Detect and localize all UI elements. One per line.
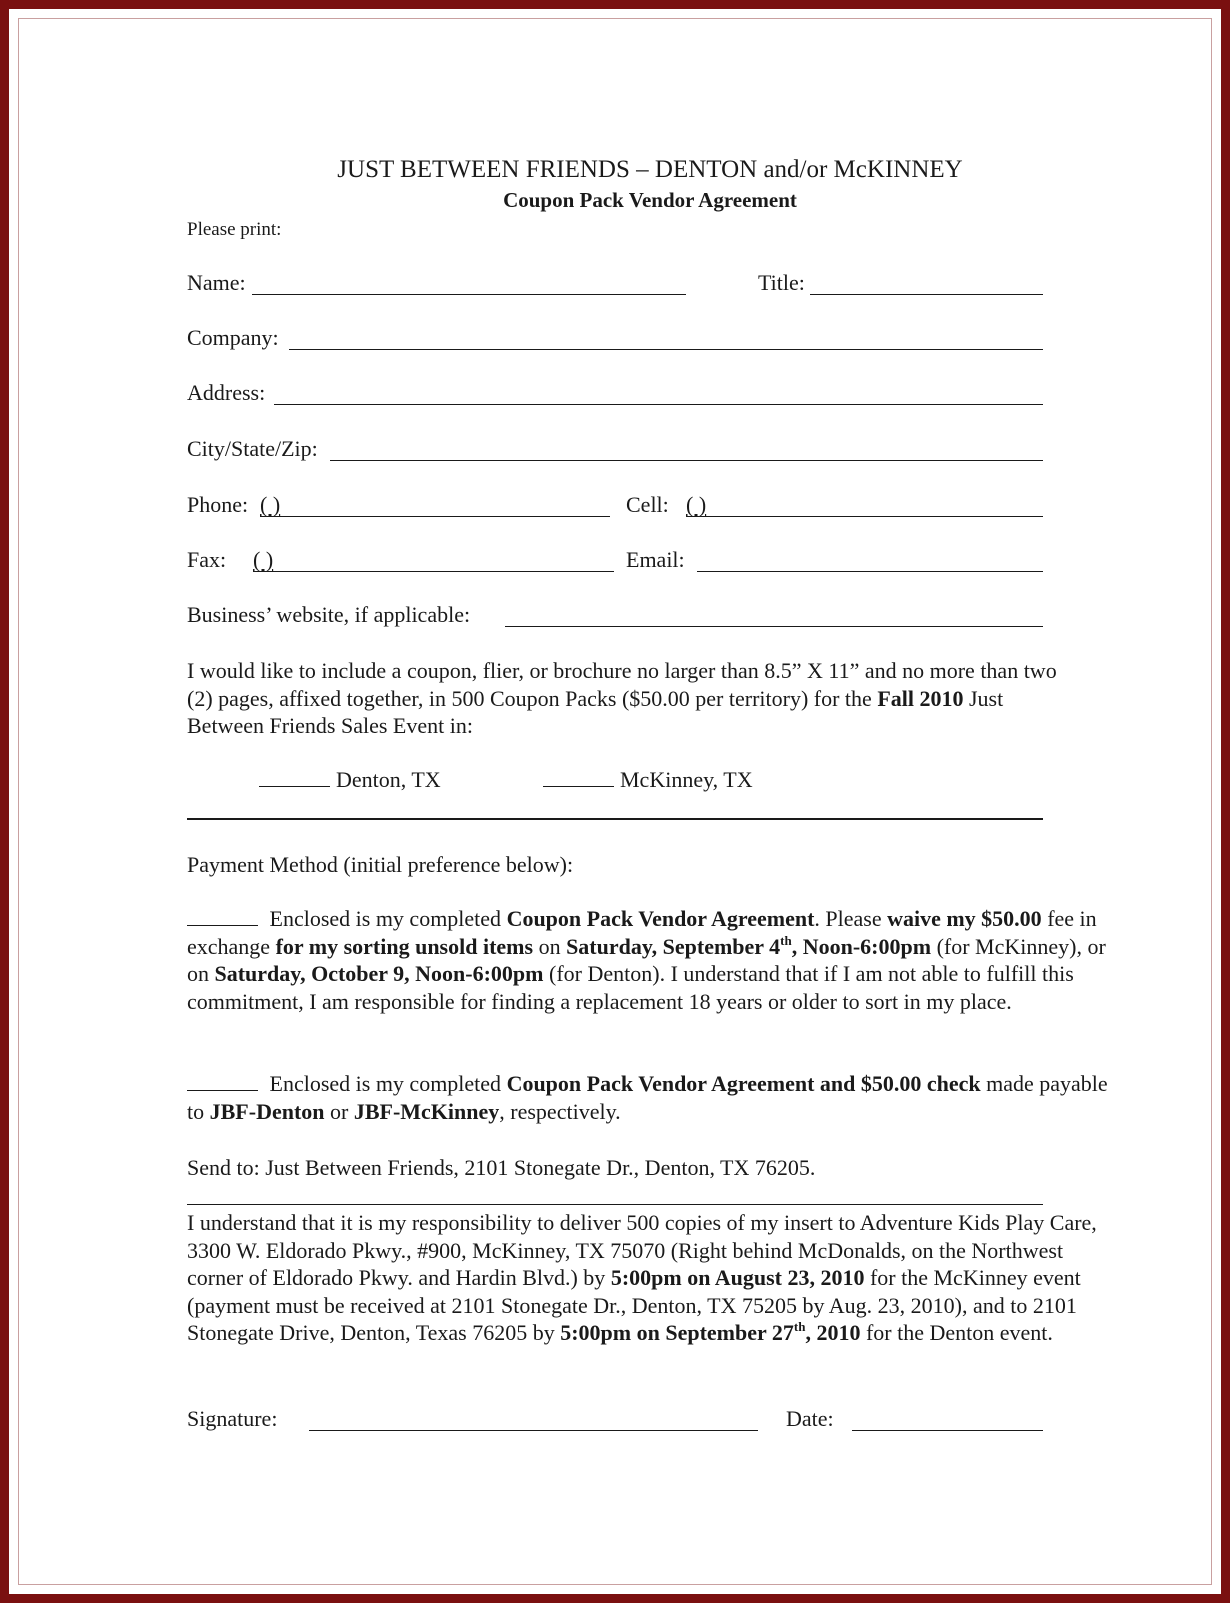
location-mckinney[interactable] [543,767,753,793]
opt1-text-3: fee in exchange [187,906,1097,959]
intro-paragraph [187,657,1082,740]
opt2-text-2: made payable to [187,1071,1108,1124]
opt2-bold-3: JBF-McKinney [353,1098,500,1124]
responsibility-paragraph [187,1209,1097,1347]
denton-initial-blank[interactable] [259,768,330,787]
signature-label: Signature: [187,1406,278,1431]
opt1-bold-3: for my sorting unsold items [275,933,534,959]
mckinney-initial-blank[interactable] [543,768,614,787]
resp-deadline-2-text: 5:00pm on September 27 [560,1320,794,1345]
opt1-bold-2: waive my $50.00 [887,906,1042,931]
opt1-text-5: (for McKinney), or on [187,933,1106,986]
fax-field[interactable] [253,571,614,572]
company-field[interactable] [289,349,1043,350]
resp-deadline-2 [560,1320,860,1345]
signature-field[interactable] [309,1430,758,1431]
document-title: JUST BETWEEN FRIENDS – DENTON and/or McKINNEY [337,156,963,183]
opt2-text-1: Enclosed is my completed [264,1071,507,1096]
name-field[interactable] [252,294,686,295]
opt2-text-3: or [324,1098,354,1124]
opt1-text-6: (for Denton). I understand that if I am not able to fulfill this commitment, I am responsible for finding a replacement 18 years or older to sort in my place. [187,961,1074,1014]
title-label: Title: [758,270,805,295]
fax-area-code: ( ) [253,547,274,572]
phone-label: Phone: [187,492,249,517]
mckinney-label: McKinney, TX [620,767,753,792]
send-to-text: Send to: Just Between Friends, 2101 Stonegate Dr., Denton, TX 76205. [187,1155,816,1180]
address-field[interactable] [274,404,1043,405]
cell-label: Cell: [626,492,669,517]
opt1-date-1-text: Saturday, September 4 [566,933,781,959]
email-label: Email: [626,547,685,572]
city-state-zip-field[interactable] [330,460,1043,461]
resp-text-2: for the McKinney event (payment must be received at 2101 Stonegate Dr., Denton, TX 75205 by Aug. 23, 2010), and to 2101 Stonegate Drive, Denton, Texas 76205 by [187,1265,1081,1345]
resp-text-1: I understand that it is my responsibility to deliver 500 copies of my insert to Adventure Kids Play Care, 3300 W. Eldorado Pkwy., #900, McKinney, TX 75070 (Right behind McDonalds, on the Northwest corner of Eldorado Pkwy. and Hardin Blvd.) by [187,1210,1097,1290]
section-divider [187,818,1043,820]
email-field[interactable] [697,571,1043,572]
opt1-text-2: . Please [814,906,888,931]
opt2-bold-1: Coupon Pack Vendor Agreement and $50.00 check [506,1071,981,1096]
fax-label: Fax: [187,547,227,572]
opt1-bold-1: Coupon Pack Vendor Agreement [506,906,815,931]
cell-area-code: ( ) [686,492,707,517]
phone-field[interactable] [260,516,610,517]
payment-heading: Payment Method (initial preference below): [187,852,574,877]
company-label: Company: [187,325,279,350]
cell-field[interactable] [686,516,1043,517]
resp-deadline-2-year: , 2010 [805,1320,861,1345]
date-field[interactable] [852,1430,1043,1431]
payment-option-1-blank[interactable] [187,907,258,926]
document-subtitle: Coupon Pack Vendor Agreement [503,188,797,212]
location-denton[interactable] [259,767,441,793]
opt1-date-1 [566,934,931,959]
opt2-bold-2: JBF-Denton [209,1098,325,1124]
address-label: Address: [187,380,266,405]
title-field[interactable] [810,294,1043,295]
name-label: Name: [187,270,246,295]
opt1-date-1-time: , Noon-6:00pm [791,933,932,959]
website-label: Business’ website, if applicable: [187,602,471,627]
opt1-date-1-sup: th [780,932,792,948]
phone-area-code: ( ) [260,492,281,517]
intro-season: Fall 2010 [877,685,964,711]
date-label: Date: [786,1406,834,1431]
resp-deadline-2-sup: th [793,1319,806,1334]
opt2-text-4: , respectively. [499,1098,621,1124]
intro-text-1: I would like to include a coupon, flier, or brochure no larger than 8.5” X 11” and no more than two (2) pages, affixed together, in 500 Coupon Packs ($50.00 per territory) for the [187,658,1057,711]
city-state-zip-label: City/State/Zip: [187,436,318,461]
resp-text-3: for the Denton event. [860,1320,1053,1345]
intro-text-2: Just Between Friends Sales Event in: [187,685,1004,738]
website-field[interactable] [505,626,1043,627]
resp-deadline-1: 5:00pm on August 23, 2010 [610,1265,865,1290]
opt1-date-2: Saturday, October 9, Noon-6:00pm [214,961,544,986]
payment-option-2 [187,1070,1117,1125]
payment-option-2-blank[interactable] [187,1072,258,1091]
denton-label: Denton, TX [336,767,441,792]
opt1-text-4: on [533,933,567,959]
payment-option-1 [187,905,1117,1015]
instruction-text: Please print: [187,219,282,240]
opt1-text-1: Enclosed is my completed [264,906,507,931]
responsibility-divider [187,1204,1043,1205]
